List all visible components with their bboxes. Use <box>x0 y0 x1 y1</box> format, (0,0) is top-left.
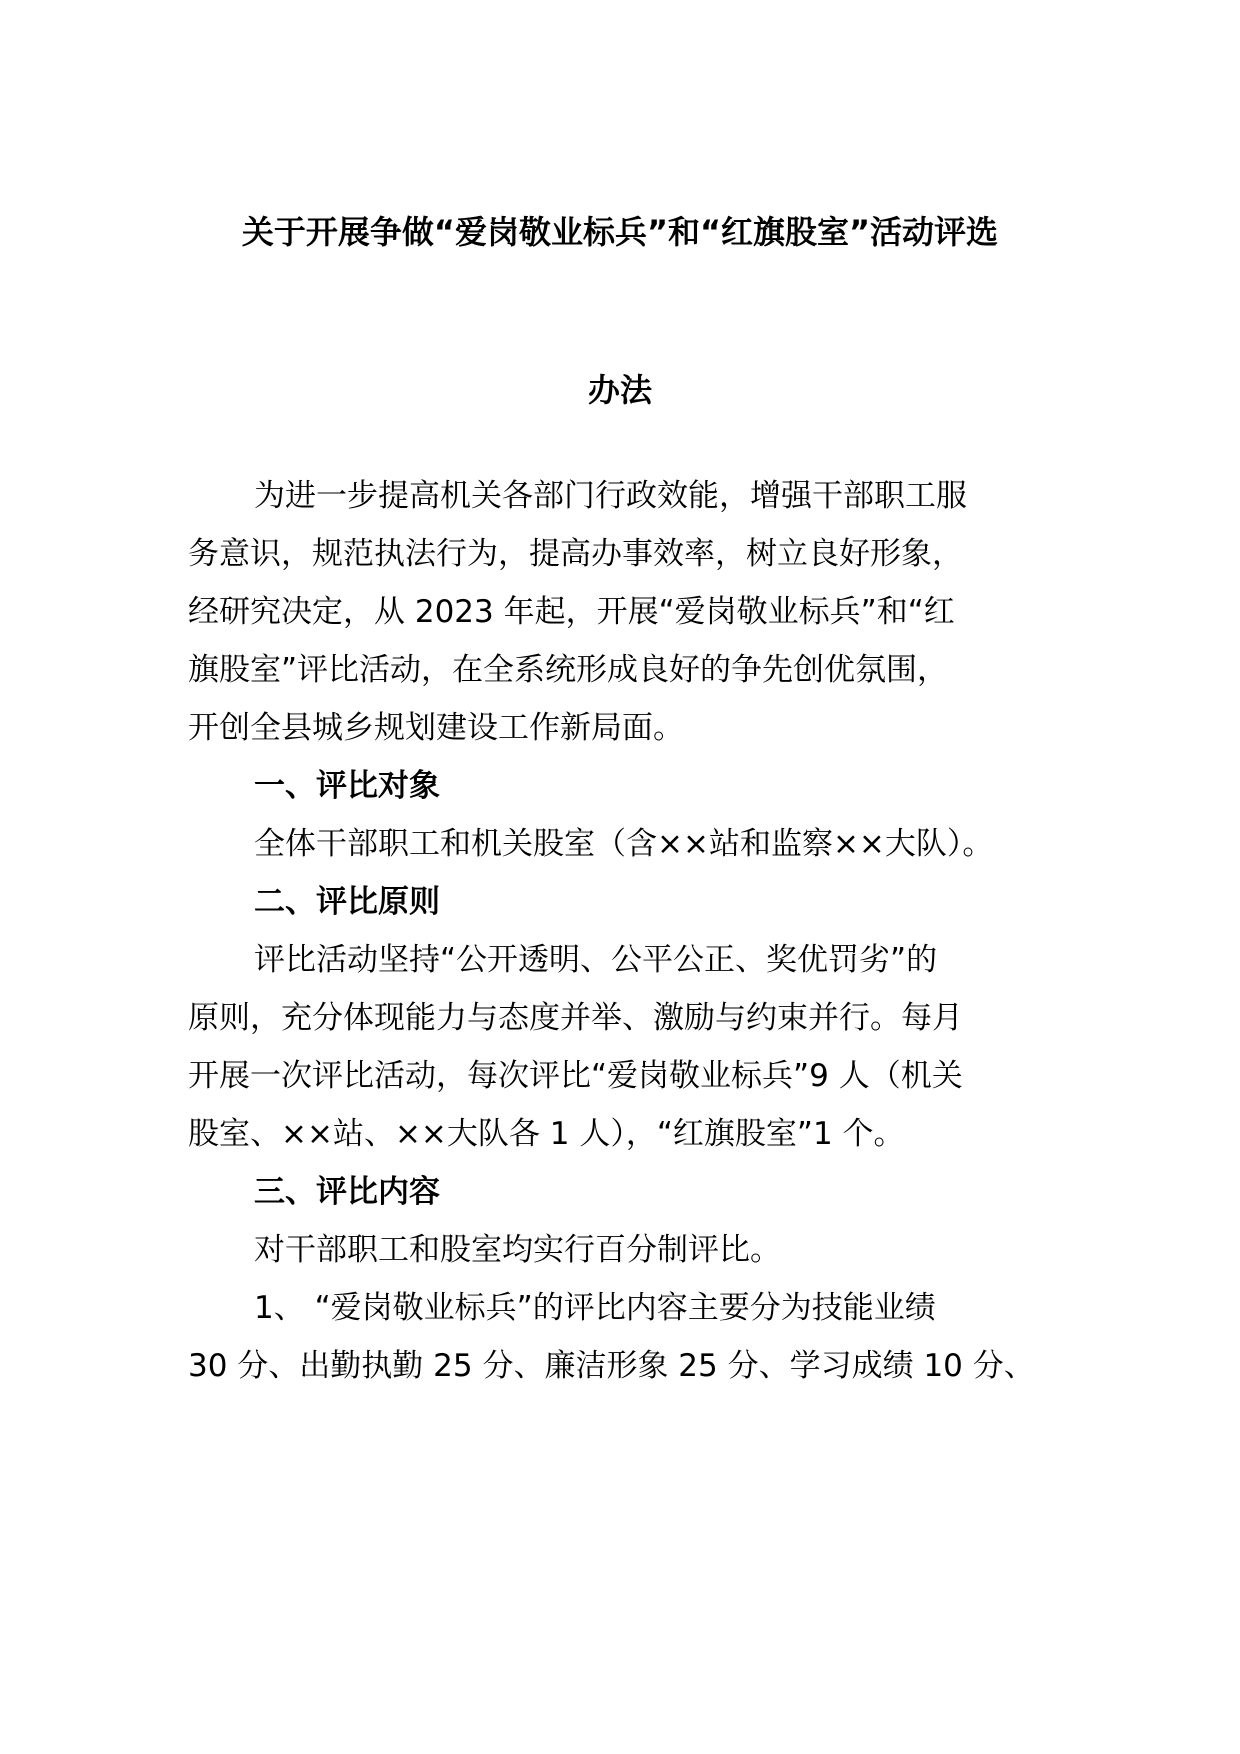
principles-paragraph-line: 原则，充分体现能力与态度并举、激励与约束并行。每月 <box>188 1000 963 1036</box>
intro-paragraph-line: 务意识，规范执法行为，提高办事效率，树立良好形象， <box>188 536 963 572</box>
intro-paragraph-line: 开创全县城乡规划建设工作新局面。 <box>188 710 684 746</box>
section-heading-evaluation-principles: 二、评比原则 <box>254 884 440 920</box>
principles-paragraph-line: 评比活动坚持“公开透明、公平公正、奖优罚劣”的 <box>254 942 938 978</box>
content-paragraph-line: 1、 “爱岗敬业标兵”的评比内容主要分为技能业绩 <box>254 1290 936 1326</box>
content-paragraph-line: 对干部职工和股室均实行百分制评比。 <box>254 1232 781 1268</box>
intro-paragraph-line: 为进一步提高机关各部门行政效能，增强干部职工服 <box>254 478 967 514</box>
document-title-line-2: 办法 <box>587 371 652 409</box>
principles-paragraph-line: 开展一次评比活动，每次评比“爱岗敬业标兵”9 人（机关 <box>188 1058 963 1094</box>
section-heading-evaluation-targets: 一、评比对象 <box>254 768 440 804</box>
section-heading-evaluation-content: 三、评比内容 <box>254 1174 440 1210</box>
content-paragraph-line: 30 分、出勤执勤 25 分、廉洁形象 25 分、学习成绩 10 分、 <box>188 1348 1035 1384</box>
document-title-line-1: 关于开展争做“爱岗敬业标兵”和“红旗股室”活动评选 <box>241 213 999 251</box>
principles-paragraph-line: 股室、××站、××大队各 1 人），“红旗股室”1 个。 <box>188 1116 905 1152</box>
intro-paragraph-line: 经研究决定，从 2023 年起，开展“爱岗敬业标兵”和“红 <box>188 594 955 630</box>
intro-paragraph-line: 旗股室”评比活动，在全系统形成良好的争先创优氛围， <box>188 652 949 688</box>
section-text-evaluation-targets: 全体干部职工和机关股室（含××站和监察××大队）。 <box>254 826 994 862</box>
